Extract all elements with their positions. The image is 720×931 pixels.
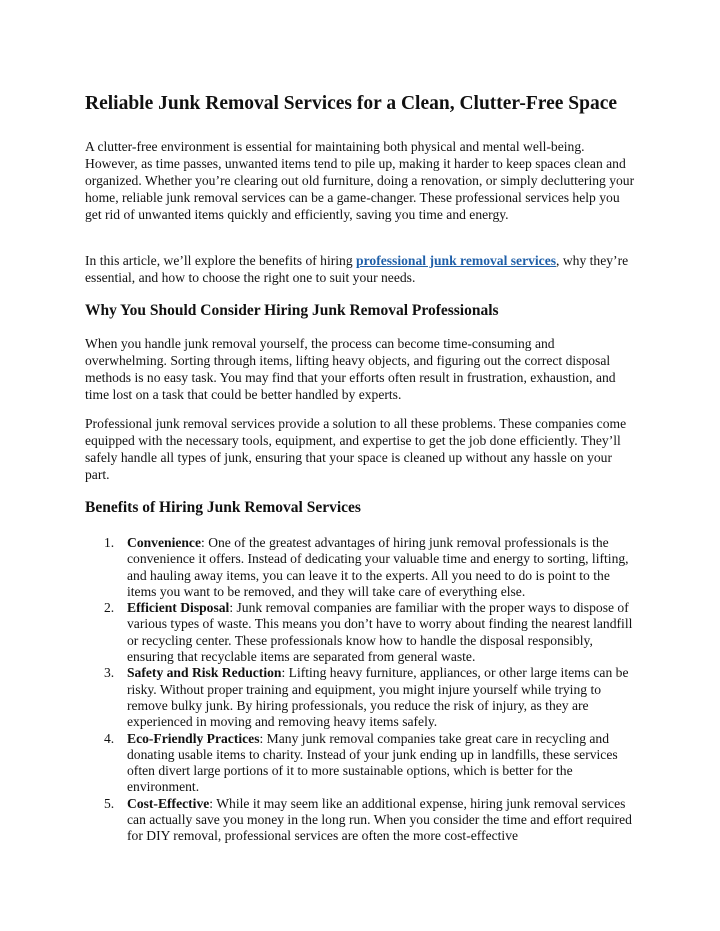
benefit-term: Safety and Risk Reduction — [127, 665, 282, 681]
list-item — [85, 731, 637, 796]
benefit-text: : Lifting heavy furniture, appliances, or other large items can be risky. Without proper training and equipment, you might injure yourself while trying to remove bulky junk. By hiring professionals, you reduce the risk of injury, as they are experienced in moving and removing heavy items safely. — [127, 665, 629, 730]
article-text-before: In this article, we’ll explore the benefits of hiring — [85, 253, 357, 268]
benefit-term: Cost-Effective — [127, 795, 210, 811]
list-item — [85, 665, 637, 730]
benefit-text: : Many junk removal companies take great care in recycling and donating usable items to charity. Instead of your junk ending up in landfills, these services often divert large portions of it to more sustainable options, which is better for the environment. — [127, 730, 618, 795]
professional-junk-removal-link[interactable]: professional junk removal services — [356, 253, 557, 268]
article-text-after: , why they’re essential, and how to choose the right one to suit your needs. — [85, 253, 629, 285]
list-item — [85, 600, 637, 665]
list-number: 4. — [104, 730, 115, 746]
page-title: Reliable Junk Removal Services for a Clean, Clutter-Free Space — [85, 93, 618, 114]
list-number: 5. — [104, 795, 115, 811]
section-heading-benefits: Benefits of Hiring Junk Removal Services — [85, 499, 361, 516]
why-hire-paragraph-2: Professional junk removal services provide a solution to all these problems. These companies come equipped with the necessary tools, equipment, and expertise to get the job done efficiently. They’ll safely handle all types of junk, ensuring that your space is cleaned up without any hassle on your part. — [85, 416, 627, 482]
list-item — [85, 535, 637, 600]
list-item — [85, 796, 637, 845]
intro-paragraph: A clutter-free environment is essential for maintaining both physical and mental well-being. However, as time passes, unwanted items tend to pile up, making it harder to keep spaces clean and organized. Whether you’re clearing out old furniture, doing a renovation, or simply decluttering your home, reliable junk removal services can be a game-changer. These professional services help you get rid of unwanted items quickly and efficiently, saving you time and energy. — [85, 139, 635, 222]
benefit-text: : One of the greatest advantages of hiring junk removal professionals is the convenience it offers. Instead of dedicating your valuable time and energy to sorting, lifting, and hauling away items, you can leave it to the experts. All you need to do is point to the items you want to be removed, and they will take care of everything else. — [127, 535, 629, 599]
why-hire-paragraph-1: When you handle junk removal yourself, the process can become time-consuming and overwhelming. Sorting through items, lifting heavy objects, and figuring out the correct disposal methods is no easy task. You may find that your efforts often result in frustration, exhaustion, and time lost on a task that could be better handled by experts. — [85, 336, 616, 402]
section-heading-why-hire: Why You Should Consider Hiring Junk Removal Professionals — [85, 302, 499, 319]
article-paragraph — [85, 252, 637, 286]
benefit-term: Efficient Disposal — [127, 600, 230, 616]
list-number: 3. — [104, 665, 115, 681]
benefit-term: Convenience — [127, 535, 202, 550]
list-number: 2. — [104, 600, 115, 616]
list-number: 1. — [104, 535, 115, 550]
benefits-list — [85, 535, 637, 845]
benefit-text: : Junk removal companies are familiar with the proper ways to dispose of various types of waste. This means you don’t have to worry about finding the nearest landfill or recycling center. These professionals know how to handle the disposal responsibly, ensuring that recyclable items are separated from general waste. — [127, 600, 633, 665]
benefit-term: Eco-Friendly Practices — [127, 730, 260, 746]
benefit-text: : While it may seem like an additional expense, hiring junk removal services can actually save you money in the long run. When you consider the time and effort required for DIY removal, professional services are often the more cost-effective — [127, 795, 632, 844]
